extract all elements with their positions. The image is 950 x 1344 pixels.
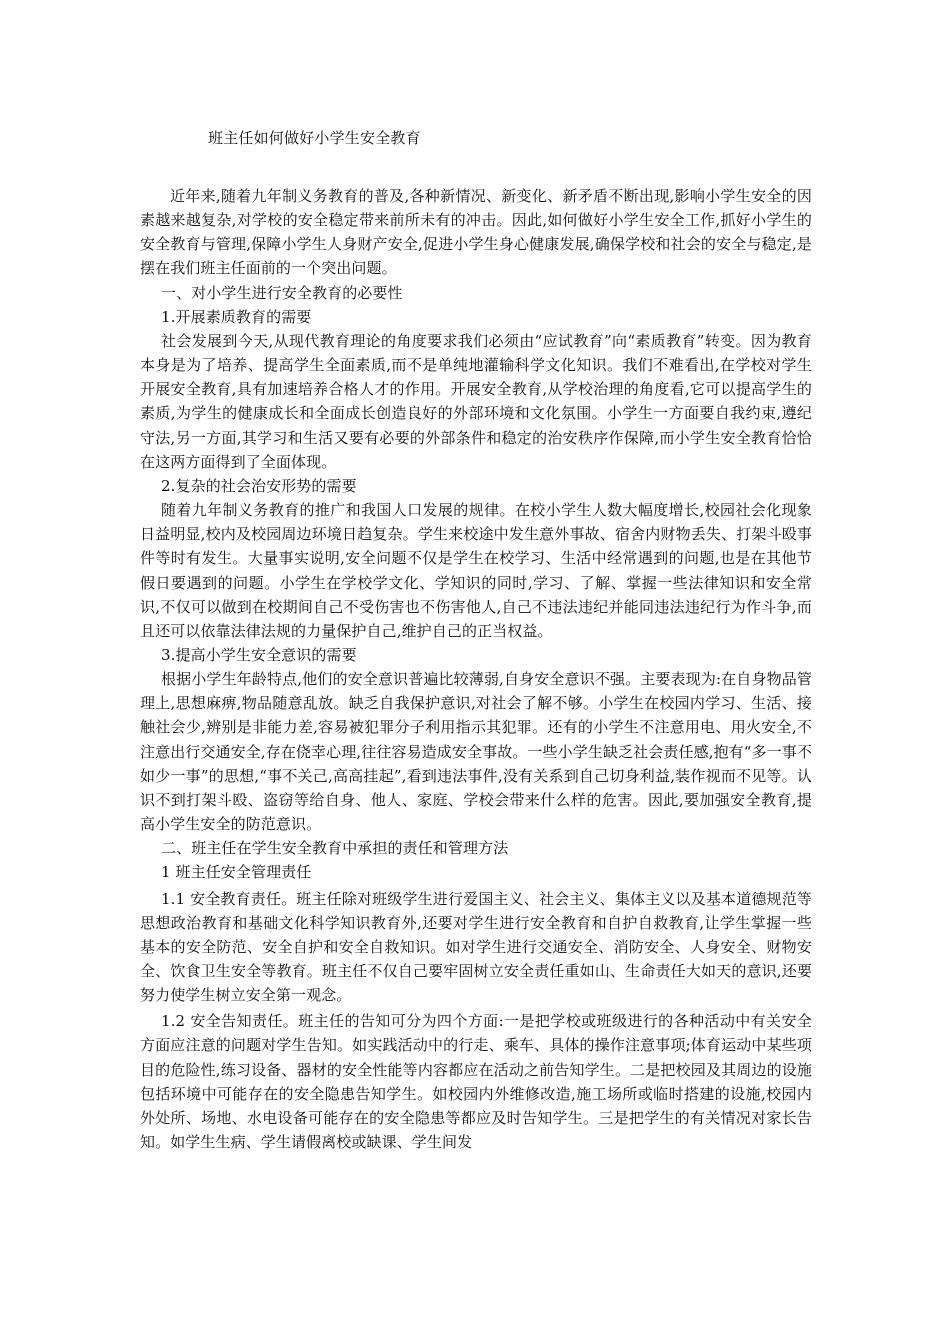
subsection-heading-1-1: 1.开展素质教育的需要: [161, 307, 312, 326]
section-heading-2: 二、班主任在学生安全教育中承担的责任和管理方法: [161, 839, 509, 858]
paragraph-2-1-2: 1.2 安全告知责任。班主任的告知可分为四个方面:一是把学校或班级进行的各种活动中有关安全方面应注意的问题对学生告知。如实践活动中的行走、乘车、具体的操作注意事项;体育运动中某些项目的危险性,练习设备、器材的安全性能等内容都应在活动之前告知学生。二是把校园及其周边的设施包括环境中可能存在的安全隐患告知学生。如校园内外维修改造,施工场所或临时搭建的设施,校园内外处所、场地、水电设备可能存在的安全隐患等都应及时告知学生。三是把学生的有关情况对家长告知。如学生生病、学生请假离校或缺课、学生间发: [140, 1012, 812, 1152]
document-body: [140, 184, 812, 1154]
section-heading-1: 一、对小学生进行安全教育的必要性: [161, 283, 403, 302]
paragraph-1-1: 社会发展到今天,从现代教育理论的角度要求我们必须由“应试教育”向“素质教育”转变。因为教育本身是为了培养、提高学生全面素质,而不是单纯地灌输科学文化知识。我们不难看出,在学校对学生开展安全教育,具有加速培养合格人才的作用。开展安全教育,从学校治理的角度看,它可以提高学生的素质,为学生的健康成长和全面成长创造良好的外部环境和文化氛围。小学生一方面要自我约束,遵纪守法,另一方面,其学习和生活又要有必要的外部条件和稳定的治安秩序作保障,而小学生安全教育恰恰在这两方面得到了全面体现。: [140, 331, 812, 471]
paragraph-2-1-1: 1.1 安全教育责任。班主任除对班级学生进行爱国主义、社会主义、集体主义以及基本道德规范等思想政治教育和基础文化科学知识教育外,还要对学生进行安全教育和自护自救教育,让学生掌握一些基本的安全防范、安全自护和安全自救知识。如对学生进行交通安全、消防安全、人身安全、财物安全、饮食卫生安全等教育。班主任不仅自己要牢固树立安全责任重如山、生命责任大如天的意识,还要努力使学生树立安全第一观念。: [140, 889, 812, 1005]
paragraph-1-3: 根据小学生年龄特点,他们的安全意识普遍比较薄弱,自身安全意识不强。主要表现为:在自身物品管理上,思想麻痹,物品随意乱放。缺乏自我保护意识,对社会了解不够。小学生在校园内学习、生活、接触社会少,辨别是非能力差,容易被犯罪分子利用指示其犯罪。还有的小学生不注意用电、用火安全,不注意出行交通安全,存在侥幸心理,往往容易造成安全事故。一些小学生缺乏社会责任感,抱有“多一事不如少一事”的思想,“事不关己,高高挂起”,看到违法事件,没有关系到自己切身利益,装作视而不见等。认识不到打架斗殴、盗窃等给自身、他人、家庭、学校会带来什么样的危害。因此,要加强安全教育,提高小学生安全的防范意识。: [140, 670, 812, 834]
paragraph-1-2: 随着九年制义务教育的推广和我国人口发展的规律。在校小学生人数大幅度增长,校园社会化现象日益明显,校内及校园周边环境日趋复杂。学生来校途中发生意外事故、宿舍内财物丢失、打架斗殴事件等时有发生。大量事实说明,安全问题不仅是学生在校学习、生活中经常遇到的问题,也是在其他节假日要遇到的问题。小学生在学校学文化、学知识的同时,学习、了解、掌握一些法律知识和安全常识,不仅可以做到在校期间自己不受伤害也不伤害他人,自己不违法违纪并能同违法违纪行为作斗争,而且还可以依靠法律法规的力量保护自己,维护自己的正当权益。: [140, 501, 812, 640]
subsection-heading-1-2: 2.复杂的社会治安形势的需要: [161, 476, 357, 495]
document-title: 班主任如何做好小学生安全教育: [208, 129, 421, 147]
subsection-heading-2-1: 1 班主任安全管理责任: [161, 863, 312, 882]
subsection-heading-1-3: 3.提高小学生安全意识的需要: [161, 645, 357, 664]
paragraph-intro: 近年来,随着九年制义务教育的普及,各种新情况、新变化、新矛盾不断出现,影响小学生安全的因素越来越复杂,对学校的安全稳定带来前所未有的冲击。因此,如何做好小学生安全工作,抓好小学生的安全教育与管理,保障小学生人身财产安全,促进小学生身心健康发展,确保学校和社会的安全与稳定,是摆在我们班主任面前的一个突出问题。: [140, 187, 812, 278]
